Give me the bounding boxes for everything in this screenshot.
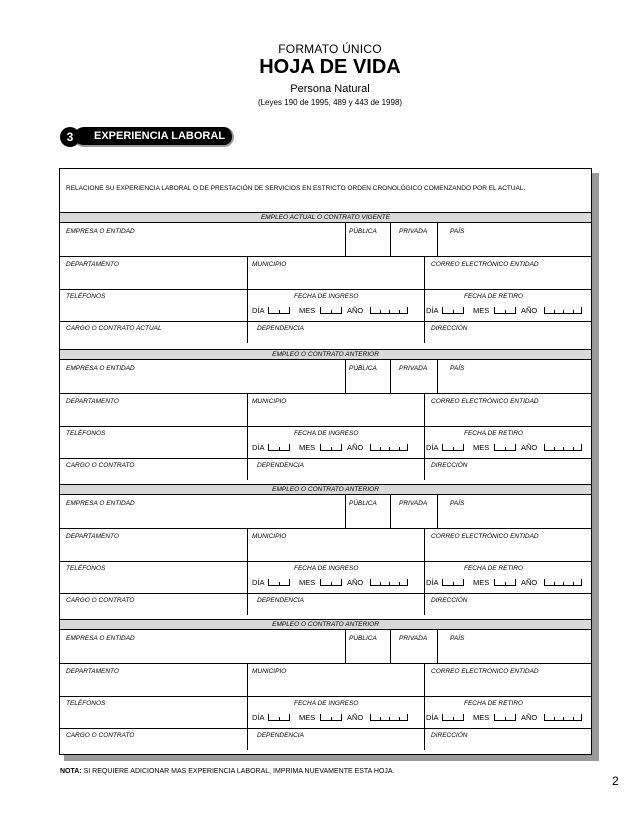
public-option: PÚBLICA — [349, 228, 377, 235]
address-field: DIRECCIÓN — [431, 462, 468, 469]
column-divider — [345, 495, 346, 528]
end-date-label: FECHA DE RETIRO — [464, 565, 523, 572]
date-digit-divider — [554, 582, 555, 585]
row-divider — [60, 458, 591, 459]
country-field: PAÍS — [450, 500, 465, 507]
end-date-month-input[interactable] — [494, 714, 516, 721]
address-field: DIRECCIÓN — [431, 325, 468, 332]
column-divider — [345, 630, 346, 663]
department-field: DEPARTAMENTO — [66, 668, 119, 675]
date-digit-divider — [279, 582, 280, 585]
row-divider — [60, 561, 591, 562]
column-divider — [345, 223, 346, 256]
dependency-field: DEPENDENCIA — [257, 462, 304, 469]
private-option: PRIVADA — [399, 635, 428, 642]
start-date-year-label: AÑO — [347, 713, 364, 722]
country-field: PAÍS — [450, 365, 465, 372]
row-divider — [60, 393, 591, 394]
end-date-day-label: DÍA — [426, 713, 439, 722]
note-label: NOTA: — [60, 768, 82, 775]
form-type-label: FORMATO ÚNICO — [278, 42, 382, 56]
private-option: PRIVADA — [399, 365, 428, 372]
date-digit-divider — [331, 310, 332, 313]
column-divider — [390, 630, 391, 663]
date-digit-divider — [279, 310, 280, 313]
end-date-month-label: MES — [473, 306, 490, 315]
form-instructions: RELACIONE SU EXPERIENCIA LABORAL O DE PRESTACIÓN DE SERVICIOS EN ESTRICTO ORDEN CRONOLÓGICO COMENZANDO POR EL ACTUAL. — [66, 185, 526, 192]
address-field: DIRECCIÓN — [431, 732, 468, 739]
end-date-day-input[interactable] — [442, 714, 464, 721]
end-date-day-label: DÍA — [426, 443, 439, 452]
column-divider — [345, 360, 346, 393]
row-divider — [60, 593, 591, 594]
end-date-month-label: MES — [473, 443, 490, 452]
row-divider — [60, 663, 591, 664]
start-date-month-input[interactable] — [320, 714, 342, 721]
date-digit-divider — [389, 310, 390, 313]
start-date-label: FECHA DE INGRESO — [294, 430, 359, 437]
start-date-day-label: DÍA — [252, 713, 265, 722]
end-date-label: FECHA DE RETIRO — [464, 430, 523, 437]
start-date-day-label: DÍA — [252, 578, 265, 587]
date-digit-divider — [453, 582, 454, 585]
municipality-field: MUNICIPIO — [252, 261, 287, 268]
start-date-year-label: AÑO — [347, 443, 364, 452]
company-email-field: CORREO ELECTRÓNICO ENTIDAD — [431, 398, 539, 405]
start-date-day-input[interactable] — [268, 579, 290, 586]
date-digit-divider — [380, 310, 381, 313]
date-digit-divider — [399, 717, 400, 720]
position-field: CARGO O CONTRATO — [66, 732, 135, 739]
column-divider — [424, 528, 425, 615]
column-divider — [247, 393, 248, 480]
date-digit-divider — [573, 717, 574, 720]
start-date-day-input[interactable] — [268, 714, 290, 721]
date-digit-divider — [554, 447, 555, 450]
employment-block — [60, 212, 591, 342]
date-digit-divider — [380, 717, 381, 720]
end-date-day-label: DÍA — [426, 306, 439, 315]
column-divider — [437, 360, 438, 393]
page-number: 2 — [612, 774, 619, 788]
end-date-label: FECHA DE RETIRO — [464, 293, 523, 300]
section-title: EXPERIENCIA LABORAL — [74, 127, 234, 147]
page-title: HOJA DE VIDA — [259, 56, 401, 78]
employment-block — [60, 484, 591, 614]
date-digit-divider — [279, 717, 280, 720]
date-digit-divider — [331, 582, 332, 585]
end-date-month-label: MES — [473, 713, 490, 722]
start-date-month-label: MES — [299, 713, 316, 722]
phones-field: TELÉFONOS — [66, 565, 106, 572]
column-divider — [424, 393, 425, 480]
employment-block-title: EMPLEO O CONTRATO ANTERIOR — [60, 349, 591, 360]
column-divider — [247, 528, 248, 615]
public-option: PÚBLICA — [349, 500, 377, 507]
end-date-year-label: AÑO — [521, 578, 538, 587]
end-date-year-input[interactable] — [544, 307, 582, 314]
date-digit-divider — [453, 310, 454, 313]
start-date-day-label: DÍA — [252, 443, 265, 452]
date-digit-divider — [563, 582, 564, 585]
company-email-field: CORREO ELECTRÓNICO ENTIDAD — [431, 668, 539, 675]
country-field: PAÍS — [450, 228, 465, 235]
date-digit-divider — [389, 582, 390, 585]
date-digit-divider — [331, 717, 332, 720]
date-digit-divider — [380, 582, 381, 585]
start-date-year-input[interactable] — [370, 579, 408, 586]
start-date-month-input[interactable] — [320, 579, 342, 586]
start-date-month-label: MES — [299, 578, 316, 587]
column-divider — [247, 256, 248, 343]
end-date-year-input[interactable] — [544, 579, 582, 586]
column-divider — [390, 223, 391, 256]
column-divider — [437, 495, 438, 528]
department-field: DEPARTAMENTO — [66, 261, 119, 268]
end-date-year-label: AÑO — [521, 713, 538, 722]
date-digit-divider — [399, 582, 400, 585]
date-digit-divider — [389, 717, 390, 720]
date-digit-divider — [399, 310, 400, 313]
department-field: DEPARTAMENTO — [66, 533, 119, 540]
date-digit-divider — [399, 447, 400, 450]
end-date-day-input[interactable] — [442, 444, 464, 451]
end-date-month-input[interactable] — [494, 444, 516, 451]
row-divider — [60, 528, 591, 529]
dependency-field: DEPENDENCIA — [257, 325, 304, 332]
date-digit-divider — [505, 447, 506, 450]
start-date-year-label: AÑO — [347, 306, 364, 315]
start-date-month-input[interactable] — [320, 307, 342, 314]
start-date-month-input[interactable] — [320, 444, 342, 451]
start-date-month-label: MES — [299, 306, 316, 315]
end-date-year-label: AÑO — [521, 306, 538, 315]
date-digit-divider — [453, 717, 454, 720]
start-date-year-input[interactable] — [370, 307, 408, 314]
column-divider — [424, 256, 425, 343]
employment-block-title: EMPLEO ACTUAL O CONTRATO VIGENTE — [60, 212, 591, 223]
position-field: CARGO O CONTRATO ACTUAL — [66, 325, 162, 332]
municipality-field: MUNICIPIO — [252, 668, 287, 675]
company-field: EMPRESA O ENTIDAD — [66, 500, 135, 507]
row-divider — [60, 289, 591, 290]
date-digit-divider — [554, 310, 555, 313]
start-date-day-input[interactable] — [268, 444, 290, 451]
start-date-day-label: DÍA — [252, 306, 265, 315]
start-date-year-input[interactable] — [370, 714, 408, 721]
country-field: PAÍS — [450, 635, 465, 642]
date-digit-divider — [505, 310, 506, 313]
company-email-field: CORREO ELECTRÓNICO ENTIDAD — [431, 533, 539, 540]
start-date-year-label: AÑO — [347, 578, 364, 587]
end-date-day-label: DÍA — [426, 578, 439, 587]
company-email-field: CORREO ELECTRÓNICO ENTIDAD — [431, 261, 539, 268]
end-date-day-input[interactable] — [442, 579, 464, 586]
date-digit-divider — [573, 310, 574, 313]
employment-block — [60, 619, 591, 749]
law-reference: (Leyes 190 de 1995, 489 y 443 de 1998) — [257, 98, 403, 107]
footer-note — [60, 768, 395, 775]
address-field: DIRECCIÓN — [431, 597, 468, 604]
date-digit-divider — [563, 447, 564, 450]
column-divider — [247, 663, 248, 750]
private-option: PRIVADA — [399, 228, 428, 235]
employment-block — [60, 349, 591, 479]
row-divider — [60, 321, 591, 322]
note-text: SI REQUIERE ADICIONAR MAS EXPERIENCIA LABORAL, IMPRIMA NUEVAMENTE ESTA HOJA. — [81, 768, 395, 775]
date-digit-divider — [279, 447, 280, 450]
date-digit-divider — [505, 582, 506, 585]
column-divider — [424, 663, 425, 750]
private-option: PRIVADA — [399, 500, 428, 507]
phones-field: TELÉFONOS — [66, 430, 106, 437]
employment-block-title: EMPLEO O CONTRATO ANTERIOR — [60, 619, 591, 630]
column-divider — [437, 223, 438, 256]
date-digit-divider — [389, 447, 390, 450]
date-digit-divider — [453, 447, 454, 450]
end-date-day-input[interactable] — [442, 307, 464, 314]
position-field: CARGO O CONTRATO — [66, 462, 135, 469]
date-digit-divider — [563, 717, 564, 720]
date-digit-divider — [563, 310, 564, 313]
end-date-year-input[interactable] — [544, 444, 582, 451]
column-divider — [390, 360, 391, 393]
column-divider — [390, 495, 391, 528]
row-divider — [60, 696, 591, 697]
employment-block-title: EMPLEO O CONTRATO ANTERIOR — [60, 484, 591, 495]
date-digit-divider — [573, 447, 574, 450]
row-divider — [60, 256, 591, 257]
dependency-field: DEPENDENCIA — [257, 732, 304, 739]
public-option: PÚBLICA — [349, 635, 377, 642]
date-digit-divider — [505, 717, 506, 720]
company-field: EMPRESA O ENTIDAD — [66, 635, 135, 642]
end-date-year-label: AÑO — [521, 443, 538, 452]
public-option: PÚBLICA — [349, 365, 377, 372]
end-date-label: FECHA DE RETIRO — [464, 700, 523, 707]
start-date-month-label: MES — [299, 443, 316, 452]
date-digit-divider — [380, 447, 381, 450]
phones-field: TELÉFONOS — [66, 700, 106, 707]
row-divider — [60, 728, 591, 729]
section-number-badge: 3 — [60, 127, 80, 147]
dependency-field: DEPENDENCIA — [257, 597, 304, 604]
column-divider — [437, 630, 438, 663]
start-date-day-input[interactable] — [268, 307, 290, 314]
department-field: DEPARTAMENTO — [66, 398, 119, 405]
company-field: EMPRESA O ENTIDAD — [66, 365, 135, 372]
page-subtitle: Persona Natural — [290, 83, 370, 95]
date-digit-divider — [554, 717, 555, 720]
date-digit-divider — [573, 582, 574, 585]
position-field: CARGO O CONTRATO — [66, 597, 135, 604]
experience-form — [59, 168, 592, 755]
end-date-year-input[interactable] — [544, 714, 582, 721]
start-date-label: FECHA DE INGRESO — [294, 700, 359, 707]
end-date-month-input[interactable] — [494, 579, 516, 586]
municipality-field: MUNICIPIO — [252, 533, 287, 540]
row-divider — [60, 426, 591, 427]
end-date-month-input[interactable] — [494, 307, 516, 314]
company-field: EMPRESA O ENTIDAD — [66, 228, 135, 235]
end-date-month-label: MES — [473, 578, 490, 587]
date-digit-divider — [331, 447, 332, 450]
start-date-label: FECHA DE INGRESO — [294, 565, 359, 572]
start-date-label: FECHA DE INGRESO — [294, 293, 359, 300]
start-date-year-input[interactable] — [370, 444, 408, 451]
phones-field: TELÉFONOS — [66, 293, 106, 300]
municipality-field: MUNICIPIO — [252, 398, 287, 405]
